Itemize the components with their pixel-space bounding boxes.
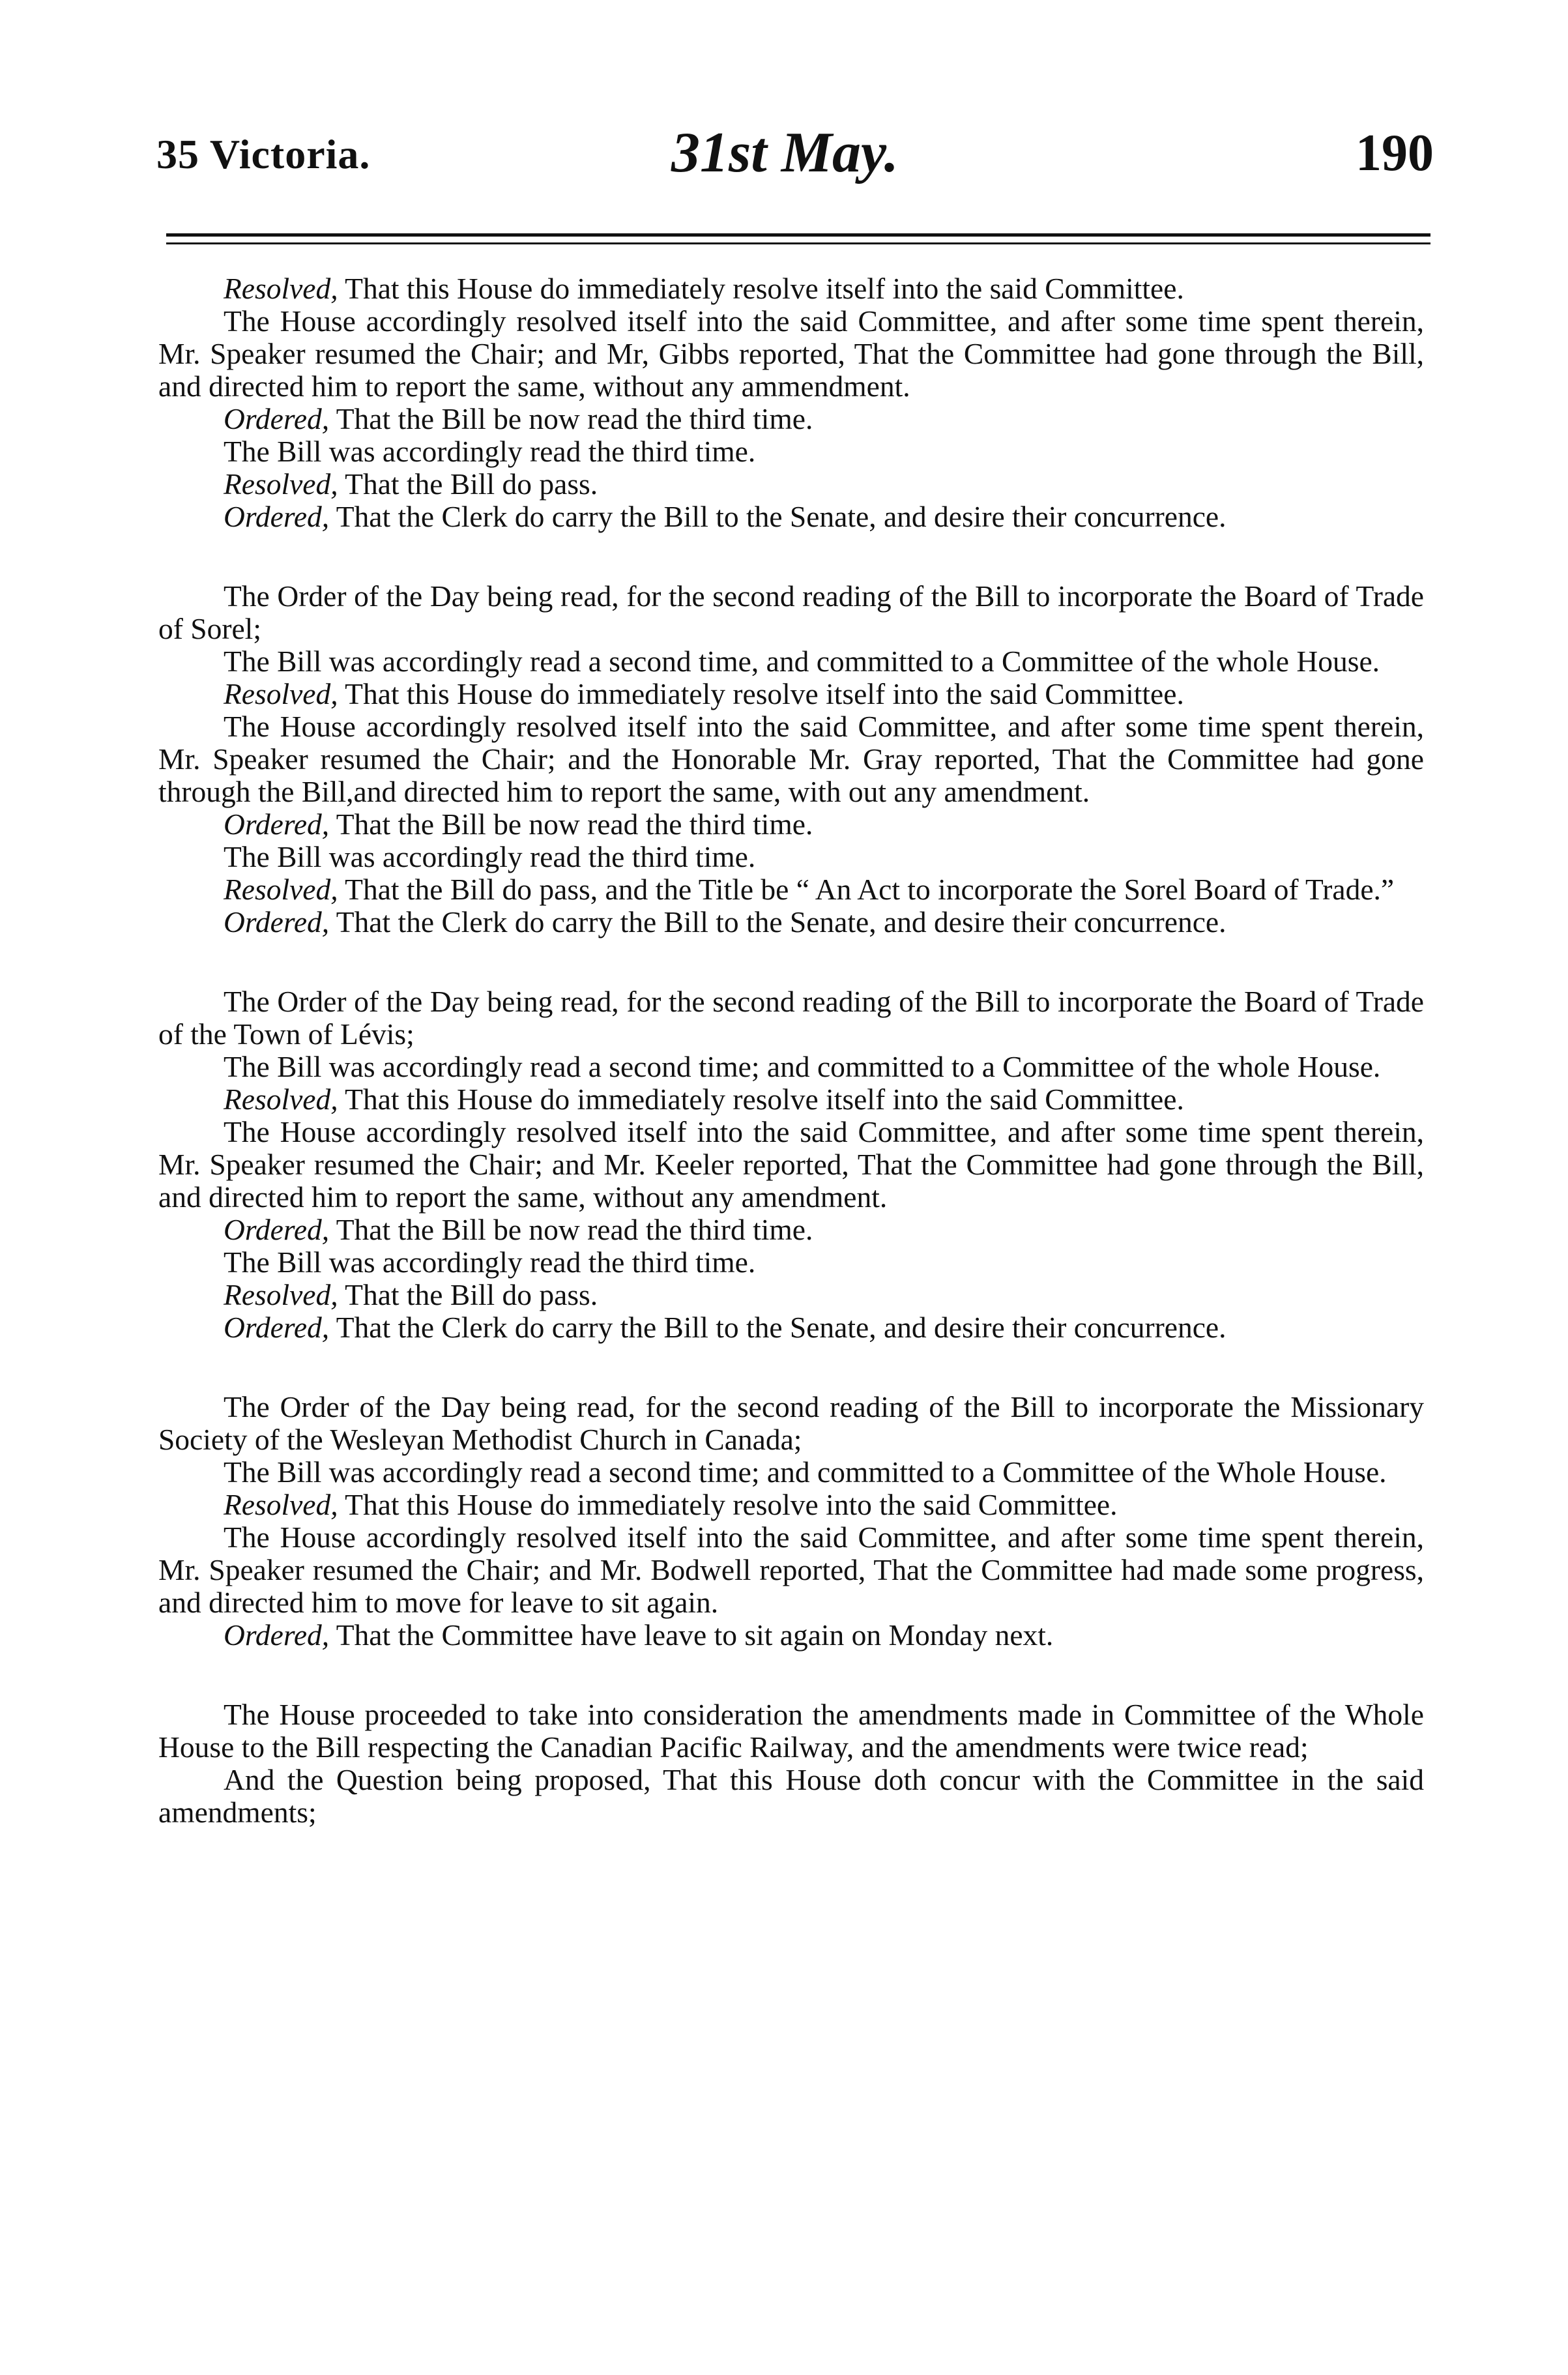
journal-paragraph [158,873,1424,906]
journal-paragraph [158,1619,1424,1652]
paragraph-text: That the Bill be now read the third time. [329,402,813,435]
journal-paragraph [158,1311,1424,1344]
motion-lead: Ordered, [224,808,330,841]
paragraph-text: The Order of the Day being read, for the second reading of the Bill to incorporate the Board of Trade of Sorel; [158,579,1424,645]
journal-paragraph [158,645,1424,678]
journal-paragraph [158,1051,1424,1083]
motion-lead: Ordered, [224,402,330,435]
motion-lead: Resolved, [224,677,338,710]
header-rule-thick [166,233,1430,237]
page-number: 190 [1356,124,1434,182]
paragraph-text: That the Bill do pass, and the Title be “ An Act to incorporate the Sorel Board of Trade.” [338,873,1395,906]
journal-paragraph [158,841,1424,873]
paragraph-text: The Order of the Day being read, for the second reading of the Bill to incorporate the Missionary Society of the Wesleyan Methodist Church in Canada; [158,1390,1424,1456]
journal-paragraph [158,678,1424,710]
paragraph-text: The Bill was accordingly read the third time. [224,1246,756,1279]
journal-paragraph [158,906,1424,939]
header-rule-thin [166,242,1430,244]
paragraph-text: The House accordingly resolved itself into the said Committee, and after some time spent therein, Mr. Speaker resumed the Chair; and Mr, Gibbs reported, That the Committee had gone through the Bill, and directed him to report the same, without any ammendment. [158,304,1424,403]
paragraph-text: The House proceeded to take into consideration the amendments made in Committee of the Whole House to the Bill respecting the Canadian Pacific Railway, and the amendments were twice read; [158,1698,1424,1764]
journal-section [158,985,1424,1344]
journal-paragraph [158,710,1424,808]
paragraph-text: The Bill was accordingly read the third time. [224,840,756,873]
motion-lead: Ordered, [224,1618,330,1652]
paragraph-text: That this House do immediately resolve itself into the said Committee. [338,1083,1184,1116]
journal-paragraph [158,501,1424,533]
paragraph-text: The Bill was accordingly read the third time. [224,435,756,468]
paragraph-text: The Bill was accordingly read a second time; and committed to a Committee of the whole House. [224,1050,1381,1083]
paragraph-text: That this House do immediately resolve itself into the said Committee. [338,677,1184,710]
journal-paragraph [158,468,1424,501]
paragraph-text: That the Clerk do carry the Bill to the Senate, and desire their concurrence. [329,500,1227,533]
motion-lead: Resolved, [224,1488,338,1521]
journal-body [158,272,1424,1829]
journal-section [158,1391,1424,1652]
motion-lead: Ordered, [224,905,330,939]
paragraph-text: The House accordingly resolved itself into the said Committee, and after some time spent therein, Mr. Speaker resumed the Chair; and Mr. Bodwell reported, That the Committee had made some progress, and directed him to move for leave to sit again. [158,1521,1424,1619]
paragraph-text: And the Question being proposed, That this House doth concur with the Committee in the said amendments; [158,1763,1424,1829]
paragraph-text: That this House do immediately resolve into the said Committee. [338,1488,1118,1521]
journal-paragraph [158,1489,1424,1521]
journal-paragraph [158,985,1424,1051]
paragraph-text: That the Bill be now read the third time. [329,808,813,841]
motion-lead: Resolved, [224,1278,338,1311]
paragraph-text: The House accordingly resolved itself into the said Committee, and after some time spent therein, Mr. Speaker resumed the Chair; and Mr. Keeler reported, That the Committee had gone through the Bill, and directed him to report the same, without any amendment. [158,1115,1424,1214]
page-header [156,111,1434,215]
motion-lead: Resolved, [224,873,338,906]
paragraph-text: That the Bill be now read the third time. [329,1213,813,1246]
journal-section [158,1698,1424,1829]
journal-paragraph [158,1083,1424,1116]
journal-section [158,580,1424,939]
journal-paragraph [158,1456,1424,1489]
journal-paragraph [158,1279,1424,1311]
journal-paragraph [158,1214,1424,1246]
journal-paragraph [158,435,1424,468]
paragraph-text: That the Clerk do carry the Bill to the Senate, and desire their concurrence. [329,1311,1227,1344]
journal-paragraph [158,1116,1424,1214]
journal-paragraph [158,305,1424,403]
motion-lead: Ordered, [224,1213,330,1246]
motion-lead: Ordered, [224,1311,330,1344]
journal-paragraph [158,580,1424,645]
paragraph-text: The Bill was accordingly read a second time; and committed to a Committee of the Whole House. [224,1455,1387,1489]
journal-paragraph [158,272,1424,305]
journal-paragraph [158,808,1424,841]
journal-paragraph [158,1246,1424,1279]
paragraph-text: That the Clerk do carry the Bill to the Senate, and desire their concurrence. [329,905,1227,939]
page-date: 31st May. [671,121,899,184]
paragraph-text: That the Committee have leave to sit again on Monday next. [329,1618,1054,1652]
regnal-year: 35 Victoria. [156,131,371,177]
journal-paragraph [158,1698,1424,1764]
paragraph-text: The House accordingly resolved itself into the said Committee, and after some time spent therein, Mr. Speaker resumed the Chair; and the Honorable Mr. Gray reported, That the Committee had gone through the Bill,and directed him to report the same, with out any amendment. [158,710,1424,808]
paragraph-text: The Bill was accordingly read a second time, and committed to a Committee of the whole House. [224,645,1380,678]
journal-paragraph [158,1391,1424,1456]
paragraph-text: That the Bill do pass. [338,1278,598,1311]
journal-paragraph [158,1764,1424,1829]
motion-lead: Resolved, [224,272,338,305]
journal-paragraph [158,1521,1424,1619]
motion-lead: Resolved, [224,1083,338,1116]
paragraph-text: The Order of the Day being read, for the second reading of the Bill to incorporate the Board of Trade of the Town of Lévis; [158,985,1424,1051]
journal-section [158,272,1424,533]
journal-paragraph [158,403,1424,435]
motion-lead: Resolved, [224,467,338,501]
paragraph-text: That this House do immediately resolve itself into the said Committee. [338,272,1184,305]
motion-lead: Ordered, [224,500,330,533]
paragraph-text: That the Bill do pass. [338,467,598,501]
